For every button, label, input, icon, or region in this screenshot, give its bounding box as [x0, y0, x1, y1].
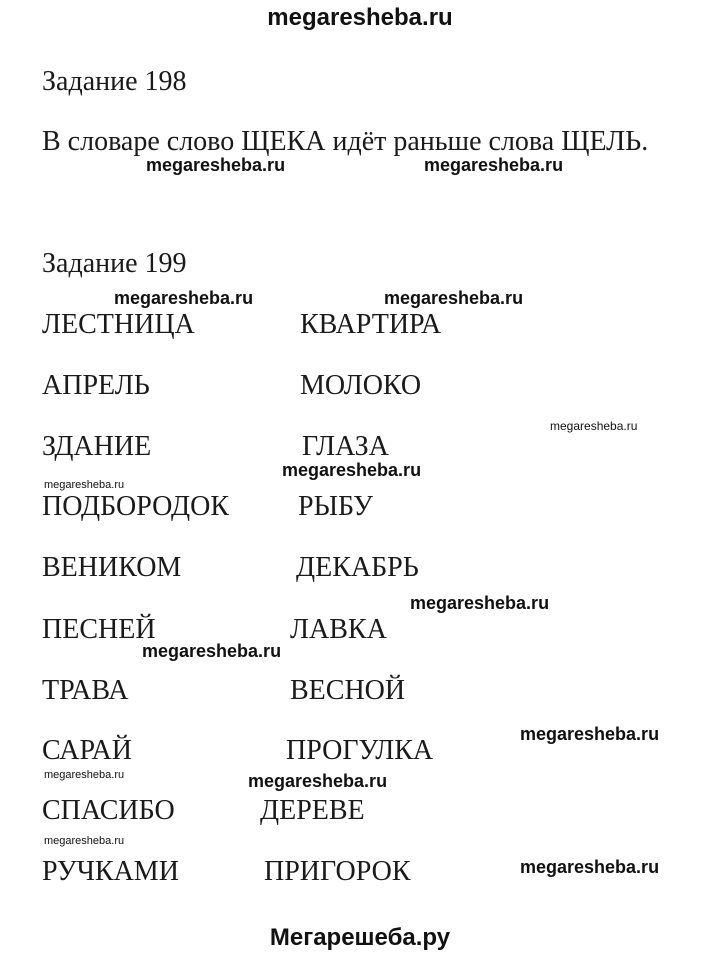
word-right: ГЛАЗА — [302, 431, 389, 462]
word-right: МОЛОКО — [300, 370, 422, 401]
word-left: ЗДАНИЕ — [42, 431, 152, 462]
word-left: ПЕСНЕЙ — [42, 614, 156, 645]
footer-site-name: Мегарешеба.ру — [269, 924, 451, 951]
task-199-title: Задание 199 — [42, 248, 187, 279]
watermark: megaresheba.ru — [520, 857, 660, 877]
word-right: ДЕРЕВЕ — [260, 795, 365, 826]
word-right: ДЕКАБРЬ — [296, 552, 419, 583]
word-left: САРАЙ — [42, 735, 132, 766]
word-right: ЛАВКА — [290, 614, 387, 645]
watermark: megaresheba.ru — [44, 835, 125, 847]
word-left: ТРАВА — [42, 675, 129, 706]
word-left: АПРЕЛЬ — [42, 370, 150, 401]
watermark: megaresheba.ru — [142, 641, 282, 661]
watermark: megaresheba.ru — [384, 288, 524, 308]
word-right: ПРИГОРОК — [264, 856, 411, 887]
watermark: megaresheba.ru — [424, 155, 564, 175]
watermark: megaresheba.ru — [282, 460, 422, 480]
watermark: megaresheba.ru — [550, 419, 638, 433]
watermark: megaresheba.ru — [248, 771, 388, 791]
word-right: КВАРТИРА — [300, 309, 442, 340]
word-left: ЛЕСТНИЦА — [42, 309, 195, 340]
watermark: megaresheba.ru — [44, 479, 125, 491]
word-left: РУЧКАМИ — [42, 856, 179, 887]
word-left: ВЕНИКОМ — [42, 552, 182, 583]
task-198-text: В словаре слово ЩЕКА идёт раньше слова ЩЕЛЬ. — [42, 126, 649, 157]
watermark: megaresheba.ru — [146, 155, 286, 175]
word-left: ПОДБОРОДОК — [42, 491, 229, 522]
watermark: megaresheba.ru — [410, 593, 550, 613]
header-site-name: megaresheba.ru — [267, 4, 453, 31]
word-right: ПРОГУЛКА — [286, 735, 434, 766]
task-198-title: Задание 198 — [42, 66, 187, 97]
watermark: megaresheba.ru — [114, 288, 254, 308]
watermark: megaresheba.ru — [44, 769, 125, 781]
word-right: РЫБУ — [298, 491, 373, 522]
word-right: ВЕСНОЙ — [290, 675, 406, 706]
watermark: megaresheba.ru — [520, 724, 660, 744]
word-left: СПАСИБО — [42, 795, 175, 826]
